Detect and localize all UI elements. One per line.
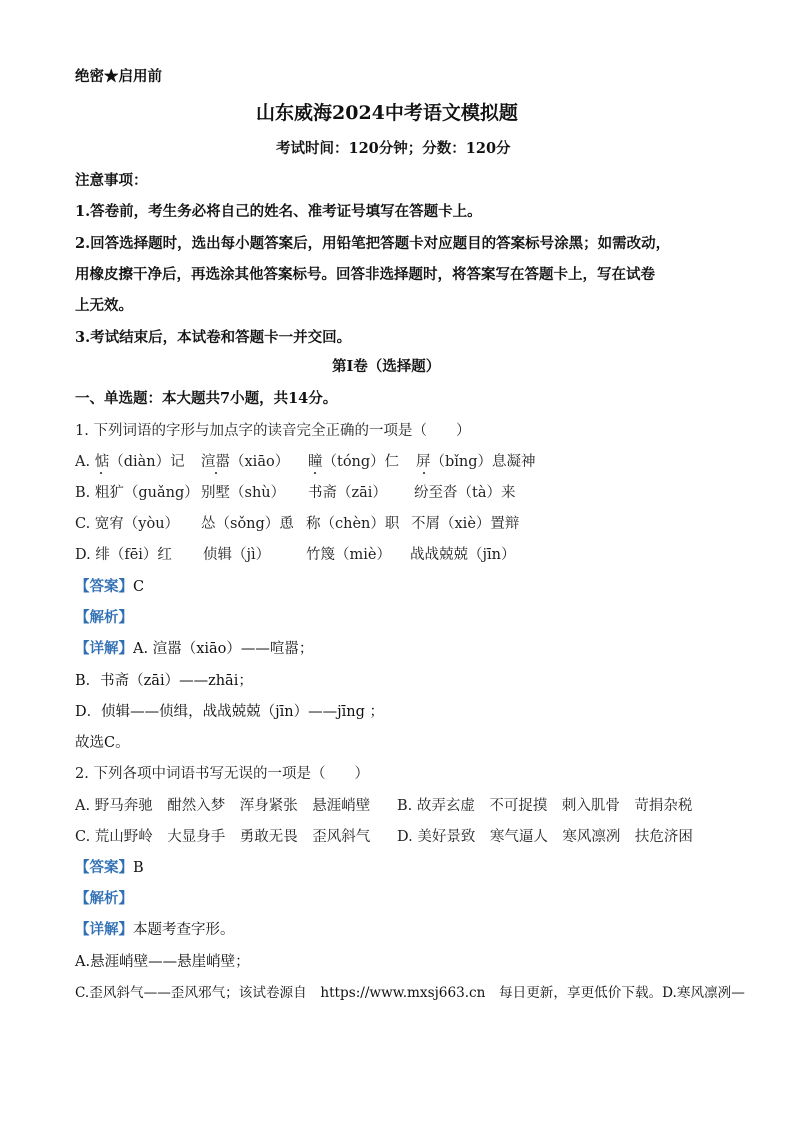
- q1-stem: 1. 下列词语的字形与加点字的读音完全正确的一项是（ ）: [75, 423, 471, 439]
- q1-detail-3: D．侦辑——侦缉，战战兢兢（jīn）——jīng ；: [75, 704, 384, 720]
- q1-option-d4: 战战兢兢（jīn）: [410, 547, 516, 563]
- part1-heading: 一、单选题：本大题共7小题，共14分。: [75, 390, 338, 407]
- exam-title: 山东威海2024中考语文模拟题: [256, 102, 518, 124]
- q1-option-a4: 屏（bǐng）息凝神: [416, 454, 536, 470]
- q1-option-b4: 纷至沓（tà）来: [414, 485, 516, 501]
- q1-analysis-tag: 【解析】: [75, 609, 133, 626]
- q1-option-b1: B. 粗犷（guǎng）: [75, 485, 199, 501]
- detail-tag: 【详解】: [75, 921, 133, 938]
- note-1: 1.答卷前，考生务必将自己的姓名、准考证号填写在答题卡上。: [75, 203, 482, 220]
- q1-option-b3: 书斋（zāi）: [308, 485, 387, 501]
- q2-answer: [75, 859, 144, 877]
- emphasis-dot: [423, 472, 425, 474]
- q2-option-c: C. 荒山野岭 大显身手 勇敢无畏 歪风斜气: [75, 829, 371, 845]
- q1-option-d2: 侦辑（jì）: [203, 547, 271, 563]
- q2-detail: [75, 921, 235, 939]
- secret-label: 绝密★启用前: [75, 68, 162, 85]
- notes-heading: 注意事项：: [75, 172, 148, 189]
- q1-detail-1: [75, 640, 313, 658]
- note-2a: 2.回答选择题时，选出每小题答案后，用铅笔把答题卡对应题目的答案标号涂黑；如需改动，: [75, 235, 671, 252]
- answer-value: B: [133, 860, 144, 876]
- emphasis-dot: [100, 472, 102, 474]
- q2-analysis-tag: 【解析】: [75, 890, 133, 907]
- detail-text: 本题考查字形。: [133, 922, 235, 938]
- exam-subtitle: 考试时间：120分钟；分数：120分: [276, 140, 511, 157]
- emphasis-dot: [314, 472, 316, 474]
- detail-text: A. 渲嚣（xiāo）——喧嚣；: [133, 641, 314, 657]
- q2-line-c: C.歪风斜气——歪风邪气；该试卷源自 https://www.mxsj663.cn 每日更新，享更低价下载。D.寒风凛冽—: [75, 985, 745, 1001]
- q1-option-c2: 怂（sǒng）恿: [201, 516, 294, 532]
- q1-option-d1: D. 绯（fēi）红: [75, 547, 172, 563]
- q1-detail-2: B．书斋（zāi）——zhāi；: [75, 673, 253, 689]
- q1-option-a1: A. 惦（diàn）记: [75, 454, 185, 470]
- volume-heading: 第Ⅰ卷（选择题）: [332, 358, 441, 375]
- q1-answer: [75, 578, 144, 596]
- q1-option-c1: C. 宽宥（yòu）: [75, 516, 180, 532]
- q1-option-a2: 渲嚣（xiāo）: [201, 454, 290, 470]
- note-2c: 上无效。: [75, 297, 133, 314]
- q1-option-a3: 瞳（tóng）仁: [308, 454, 400, 470]
- q2-line-a: A.悬涯峭壁——悬崖峭壁；: [75, 954, 250, 970]
- q2-stem: 2. 下列各项中词语书写无误的一项是（ ）: [75, 766, 369, 782]
- q2-option-d: D. 美好景致 寒气逼人 寒风凛冽 扶危济困: [397, 829, 693, 845]
- q1-option-c3: 称（chèn）职: [306, 516, 400, 532]
- q1-option-b2: 别墅（shù）: [201, 485, 286, 501]
- answer-tag: 【答案】: [75, 859, 133, 876]
- q1-option-c4: 不屑（xiè）置辩: [411, 516, 520, 532]
- q1-option-d3: 竹篾（miè）: [306, 547, 391, 563]
- q2-option-a: A. 野马奔驰 酣然入梦 浑身紧张 悬涯峭壁: [75, 798, 371, 814]
- answer-value: C: [133, 579, 145, 595]
- note-3: 3.考试结束后，本试卷和答题卡一并交回。: [75, 329, 352, 346]
- q1-conclusion: 故选C。: [75, 735, 130, 751]
- emphasis-dot: [215, 472, 217, 474]
- q2-option-b: B. 故弄玄虚 不可捉摸 刺入肌骨 苛捐杂税: [397, 798, 693, 814]
- answer-tag: 【答案】: [75, 578, 133, 595]
- detail-tag: 【详解】: [75, 640, 133, 657]
- note-2b: 用橡皮擦干净后，再选涂其他答案标号。回答非选择题时，将答案写在答题卡上，写在试卷: [75, 266, 655, 283]
